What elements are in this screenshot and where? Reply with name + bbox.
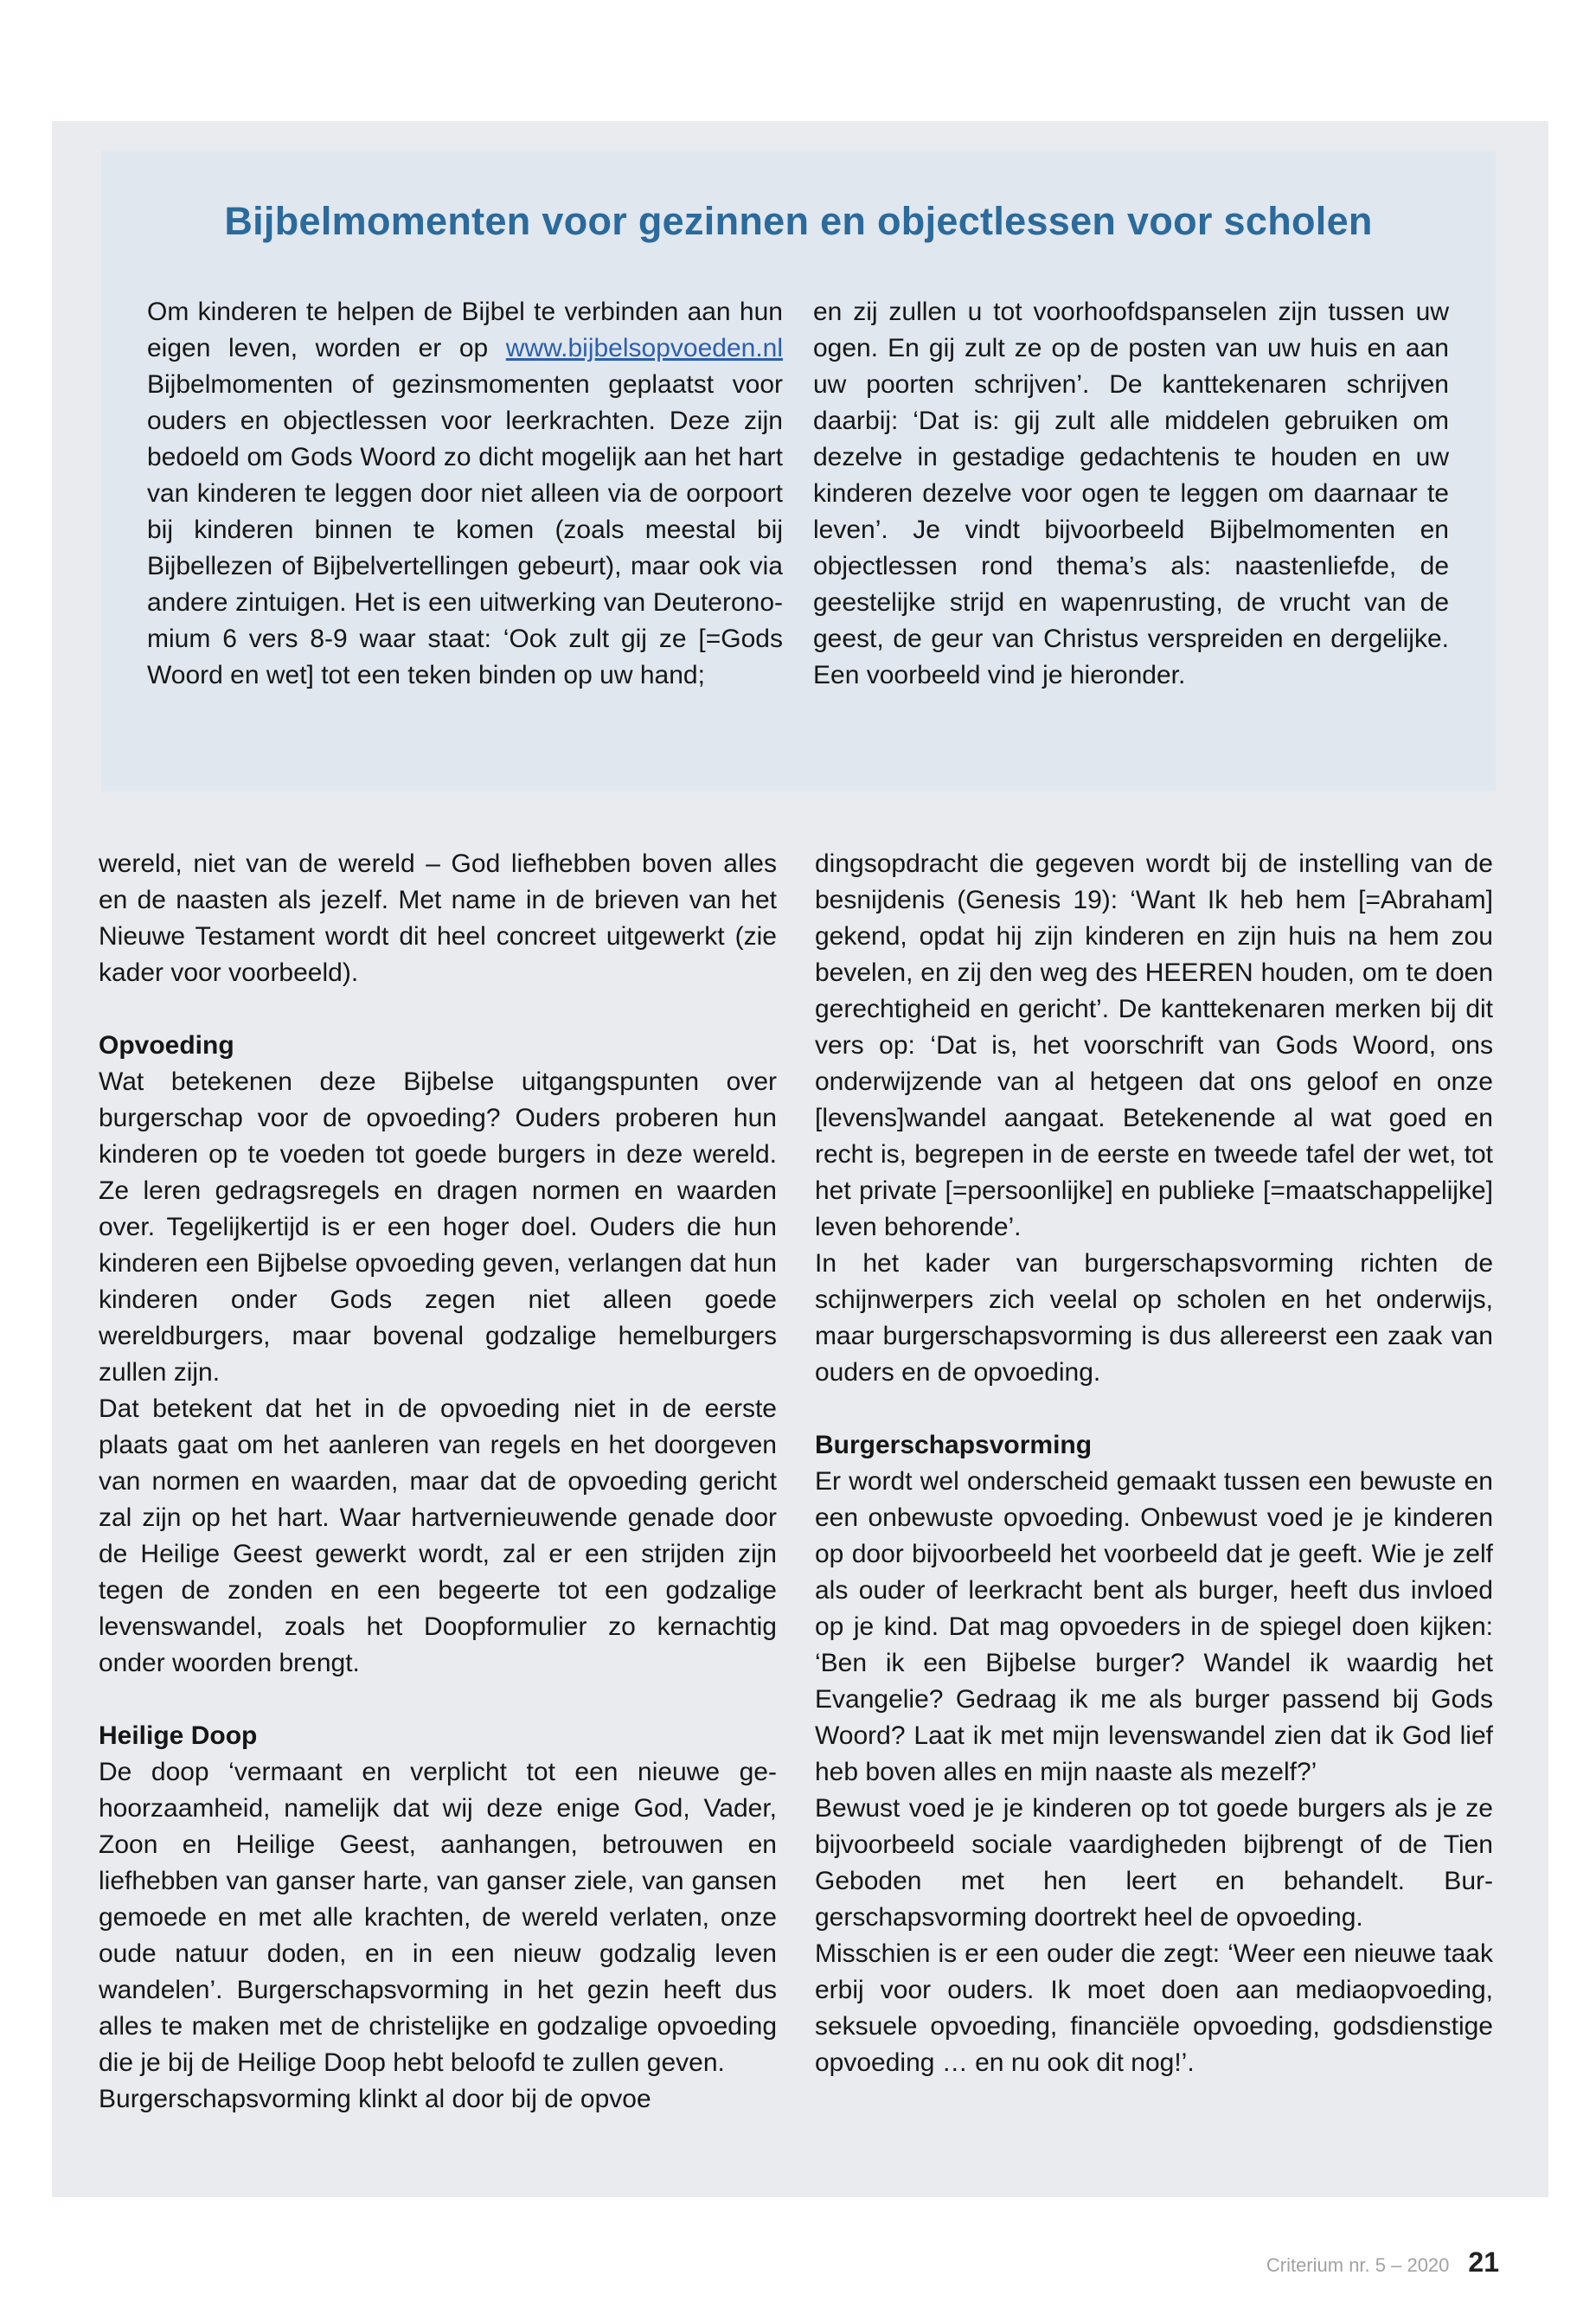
left-column bbox=[99, 846, 777, 2118]
box-left-column bbox=[147, 294, 783, 694]
website-link[interactable]: www.bijbelsopvoeden.nl bbox=[505, 334, 783, 362]
heading-opvoeding: Opvoeding bbox=[99, 1031, 234, 1060]
box-left-text-2: Bijbelmomenten of gezinsmomenten geplaatst voor ouders en objectlessen voor leerkrachten. Deze zijn bedoeld om Gods Woord zo dicht mogelijk aan het hart van kinderen te leggen door niet alleen via de oorpoort bij kinderen binnen te komen (zoals meestal bij Bijbellezen of Bijbelvertellingen gebeurt), maar ook via andere zintuigen. Het is een uitwerking van Deuteronomium 6 vers 8-9 waar staat: ‘Ook zult gij ze [=Gods Woord en wet] tot een teken binden op uw hand; bbox=[147, 370, 783, 689]
paragraph: Misschien is er een ouder die zegt: ‘Weer een nieuwe taak erbij voor ouders. Ik moet doen aan mediaopvoeding, seksuele opvoeding, financiële opvoeding, godsdienstige opvoeding … en nu ook dit nog!’. bbox=[815, 1939, 1493, 2077]
paragraph: Er wordt wel onderscheid gemaakt tussen een bewuste en een onbewuste opvoeding. Onbewust voed je je kinderen op door bijvoorbeeld het voorbeeld dat je geeft. Wie je zelf als ouder of leerkracht bent als burger, heeft dus invloed op je kind. Dat mag opvoeders in de spiegel doen kijken: ‘Ben ik een Bijbelse burger? Wandel ik waardig het Evangelie? Gedraag ik me als burger passend bij Gods Woord? Laat ik met mijn levenswandel zien dat ik God lief heb boven alles en mijn naaste als mezelf?’ bbox=[815, 1467, 1493, 1786]
info-box bbox=[101, 151, 1496, 792]
heading-burgerschapsvorming: Burgerschapsvorming bbox=[815, 1431, 1093, 1459]
paragraph: Bewust voed je je kinderen op tot goede burgers als je ze bijvoorbeeld sociale vaardigheden bijbrengt of de Tien Geboden met hen leert en behandelt. Burgerschapsvorming doortrekt heel de opvoeding. bbox=[815, 1794, 1493, 1932]
box-left-text-1: Om kinderen te helpen de Bijbel te verbinden aan hun eigen leven, worden er op bbox=[147, 298, 783, 362]
page-number: 21 bbox=[1468, 2247, 1499, 2278]
paragraph: wereld, niet van de wereld – God liefhebben boven alles en de naasten als jezelf. Met name in de brieven van het Nieuwe Testament wordt dit heel concreet uitgewerkt (zie kader voor voorbeeld). bbox=[99, 849, 777, 987]
magazine-issue: Criterium nr. 5 – 2020 bbox=[1266, 2254, 1450, 2276]
box-right-column: en zij zullen u tot voorhoofdspanselen zijn tussen uw ogen. En gij zult ze op de posten van uw huis en aan uw poorten schrijven’. De kanttekenaren schrijven daarbij: ‘Dat is: gij zult alle middelen gebruiken om dezelve in gestadige gedachtenis te houden en uw kinderen dezelve voor ogen te leggen om daarnaar te leven’. Je vindt bijvoorbeeld Bijbelmomenten en objectlessen rond thema’s als: naastenliefde, de geestelijke strijd en wapenrusting, de vrucht van de geest, de geur van Christus verspreiden en dergelijke. Een voorbeeld vind je hieronder. bbox=[813, 298, 1449, 689]
page-footer bbox=[1266, 2247, 1499, 2279]
paragraph: De doop ‘vermaant en verplicht tot een nieuwe gehoorzaamheid, namelijk dat wij deze enige God, Vader, Zoon en Heilige Geest, aanhangen, betrouwen en liefhebben van ganser harte, van ganser ziele, van gansen gemoede en met alle krachten, de wereld verlaten, onze oude natuur doden, en in een nieuw godzalig leven wandelen’. Burgerschapsvorming in het gezin heeft dus alles te maken met de christelijke en godzalige opvoeding die je bij de Heilige Doop hebt beloofd te zullen geven. bbox=[99, 1758, 777, 2077]
paragraph: In het kader van burgerschapsvorming richten de schijnwerpers zich veelal op scholen en het onderwijs, maar burgerschapsvorming is dus allereerst een zaak van ouders en de opvoeding. bbox=[815, 1249, 1493, 1387]
paragraph: dingsopdracht die gegeven wordt bij de instelling van de besnijdenis (Genesis 19): ‘Want Ik heb hem [=Abraham] gekend, opdat hij zijn kinderen en zijn huis na hem zou bevelen, en zij den weg des HEEREN houden, om te doen gerechtigheid en gericht’. De kanttekenaren merken bij dit vers op: ‘Dat is, het voorschrift van Gods Woord, ons onderwijzende van al hetgeen dat ons geloof en onze [levens]wandel aangaat. Betekenende al wat goed en recht is, begrepen in de eerste en tweede tafel der wet, tot het private [=persoonlijke] en publieke [=maatschappelijke] leven behorende’. bbox=[815, 849, 1493, 1241]
heading-heilige-doop: Heilige Doop bbox=[99, 1721, 258, 1750]
paragraph: Dat betekent dat het in de opvoeding niet in de eerste plaats gaat om het aanleren van regels en het doorgeven van normen en waarden, maar dat de opvoeding gericht zal zijn op het hart. Waar hartvernieuwende genade door de Heilige Geest gewerkt wordt, zal er een strijden zijn tegen de zonden en een begeerte tot een godzalige levenswandel, zoals het Doopformulier zo kernachtig onder woorden brengt. bbox=[99, 1394, 777, 1677]
paragraph: Wat betekenen deze Bijbelse uitgangspunten over burgerschap voor de opvoeding? Ouders proberen hun kinderen op te voeden tot goede burgers in deze wereld. Ze leren gedragsregels en dragen normen en waarden over. Tegelijkertijd is er een hoger doel. Ouders die hun kinderen een Bijbelse opvoeding geven, verlangen dat hun kinderen onder Gods zegen niet alleen goede wereldburgers, maar bovenal godzalige hemelburgers zullen zijn. bbox=[99, 1067, 777, 1387]
right-column bbox=[815, 846, 1493, 2081]
paragraph: Burgerschapsvorming klinkt al door bij de opvoe bbox=[99, 2085, 651, 2113]
box-title: Bijbelmomenten voor gezinnen en objectlessen voor scholen bbox=[224, 199, 1373, 243]
